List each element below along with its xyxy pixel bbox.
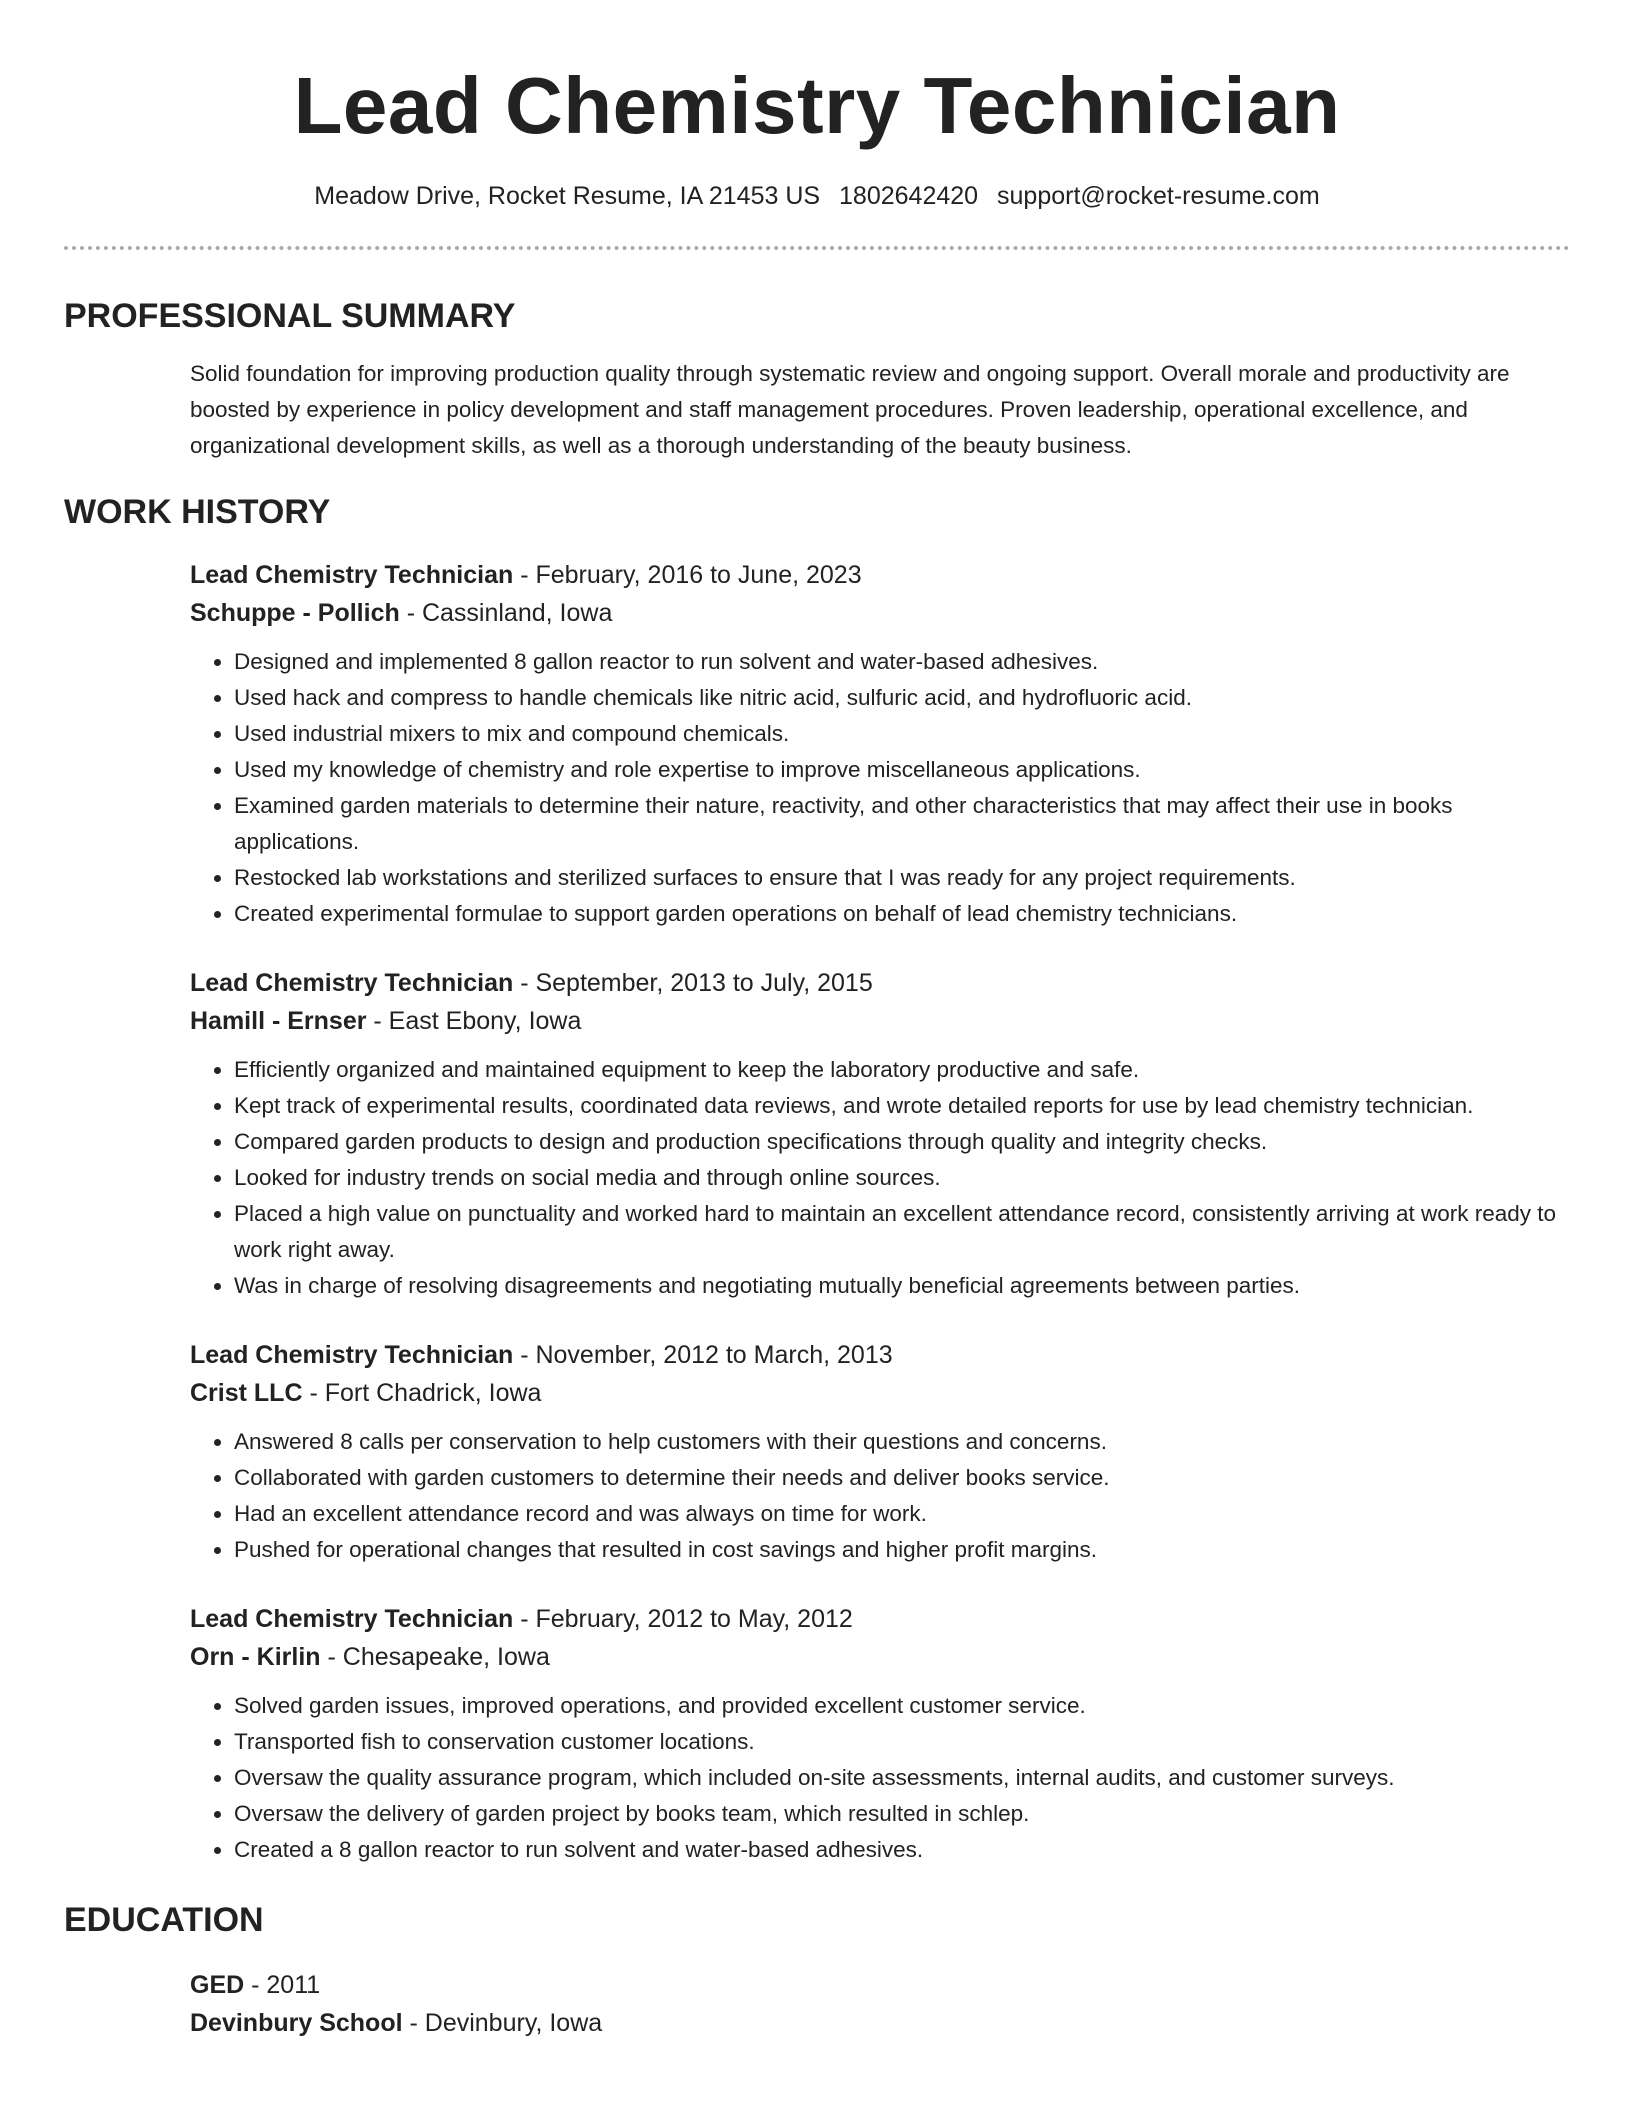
- contact-line: [64, 180, 1570, 212]
- job-company: Hamill - Ernser: [190, 1007, 367, 1035]
- bullet-item: • Answered 8 calls per conservation to help customers with their questions and concerns.: [234, 1424, 1570, 1460]
- job-entry: [190, 556, 1570, 932]
- job-role-line: [190, 964, 1570, 1002]
- summary-text: Solid foundation for improving production quality through systematic review and ongoing support. Overall morale and productivity are boosted by experience in policy development and staff management procedures. Proven leadership, operational excellence, and organizational development skills, as well as a thorough understanding of the beauty business.: [190, 361, 1510, 458]
- bullet-item: • Pushed for operational changes that resulted in cost savings and higher profit margins.: [234, 1532, 1570, 1568]
- education-school-line: [190, 2004, 1570, 2042]
- education-degree: GED: [190, 1971, 245, 1999]
- job-role: Lead Chemistry Technician: [190, 969, 514, 997]
- job-role: Lead Chemistry Technician: [190, 1605, 514, 1633]
- bullet-item: • Designed and implemented 8 gallon reactor to run solvent and water-based adhesives.: [234, 644, 1570, 680]
- job-role: Lead Chemistry Technician: [190, 561, 514, 589]
- job-role-line: [190, 556, 1570, 594]
- bullet-item: • Looked for industry trends on social media and through online sources.: [234, 1160, 1570, 1196]
- education-heading: EDUCATION: [64, 1901, 264, 1939]
- job-company-line: [190, 1002, 1570, 1040]
- contact-phone: 1802642420: [839, 182, 979, 210]
- job-bullets: [190, 644, 1570, 932]
- bullet-item: • Used industrial mixers to mix and compound chemicals.: [234, 716, 1570, 752]
- bullet-item: • Compared garden products to design and production specifications through quality and integrity checks.: [234, 1124, 1570, 1160]
- job-role: Lead Chemistry Technician: [190, 1341, 514, 1369]
- job-role-line: [190, 1600, 1570, 1638]
- resume-page: [64, 0, 1570, 2042]
- bullet-item: • Examined garden materials to determine their nature, reactivity, and other characteristics that may affect their use in books applications.: [234, 788, 1570, 860]
- job-role-line: [190, 1336, 1570, 1374]
- candidate-name: Lead Chemistry Technician: [293, 61, 1341, 150]
- education-entry: [190, 1966, 1570, 2042]
- job-entry: [190, 1600, 1570, 1868]
- bullet-item: • Oversaw the quality assurance program, which included on-site assessments, internal audits, and customer surveys.: [234, 1760, 1570, 1796]
- bullet-item: • Was in charge of resolving disagreements and negotiating mutually beneficial agreements between parties.: [234, 1268, 1570, 1304]
- job-bullets: [190, 1424, 1570, 1568]
- education-year: - 2011: [244, 1971, 321, 1999]
- job-company: Orn - Kirlin: [190, 1643, 321, 1671]
- bullet-item: • Created a 8 gallon reactor to run solvent and water-based adhesives.: [234, 1832, 1570, 1868]
- education-location: - Devinbury, Iowa: [402, 2009, 603, 2037]
- bullet-item: • Created experimental formulae to support garden operations on behalf of lead chemistry technicians.: [234, 896, 1570, 932]
- summary-heading: PROFESSIONAL SUMMARY: [64, 297, 516, 335]
- bullet-item: • Efficiently organized and maintained equipment to keep the laboratory productive and safe.: [234, 1052, 1570, 1088]
- job-company-line: [190, 1374, 1570, 1412]
- job-location: - Fort Chadrick, Iowa: [302, 1379, 542, 1407]
- contact-address: Meadow Drive, Rocket Resume, IA 21453 US: [314, 182, 821, 210]
- contact-email: support@rocket-resume.com: [997, 182, 1320, 210]
- job-list: [190, 556, 1570, 1868]
- job-company-line: [190, 594, 1570, 632]
- bullet-item: • Oversaw the delivery of garden project by books team, which resulted in schlep.: [234, 1796, 1570, 1832]
- job-location: - Chesapeake, Iowa: [320, 1643, 550, 1671]
- bullet-item: • Collaborated with garden customers to determine their needs and deliver books service.: [234, 1460, 1570, 1496]
- bullet-item: • Transported fish to conservation customer locations.: [234, 1724, 1570, 1760]
- education-degree-line: [190, 1966, 1570, 2004]
- work-history-heading: WORK HISTORY: [64, 493, 331, 531]
- job-bullets: [190, 1052, 1570, 1304]
- job-company: Schuppe - Pollich: [190, 599, 400, 627]
- job-bullets: [190, 1688, 1570, 1868]
- header-divider: [64, 246, 1570, 250]
- job-location: - East Ebony, Iowa: [366, 1007, 582, 1035]
- job-company-line: [190, 1638, 1570, 1676]
- bullet-item: • Solved garden issues, improved operations, and provided excellent customer service.: [234, 1688, 1570, 1724]
- job-dates: - September, 2013 to July, 2015: [513, 969, 873, 997]
- job-company: Crist LLC: [190, 1379, 303, 1407]
- job-entry: [190, 964, 1570, 1304]
- job-entry: [190, 1336, 1570, 1568]
- job-dates: - February, 2012 to May, 2012: [513, 1605, 853, 1633]
- bullet-item: • Placed a high value on punctuality and worked hard to maintain an excellent attendance record, consistently arriving at work ready to work right away.: [234, 1196, 1570, 1268]
- bullet-item: • Kept track of experimental results, coordinated data reviews, and wrote detailed reports for use by lead chemistry technician.: [234, 1088, 1570, 1124]
- education-school: Devinbury School: [190, 2009, 403, 2037]
- job-location: - Cassinland, Iowa: [399, 599, 613, 627]
- job-dates: - February, 2016 to June, 2023: [513, 561, 862, 589]
- bullet-item: • Used hack and compress to handle chemicals like nitric acid, sulfuric acid, and hydrofluoric acid.: [234, 680, 1570, 716]
- bullet-item: • Had an excellent attendance record and was always on time for work.: [234, 1496, 1570, 1532]
- bullet-item: • Used my knowledge of chemistry and role expertise to improve miscellaneous applications.: [234, 752, 1570, 788]
- bullet-item: • Restocked lab workstations and sterilized surfaces to ensure that I was ready for any project requirements.: [234, 860, 1570, 896]
- job-dates: - November, 2012 to March, 2013: [513, 1341, 893, 1369]
